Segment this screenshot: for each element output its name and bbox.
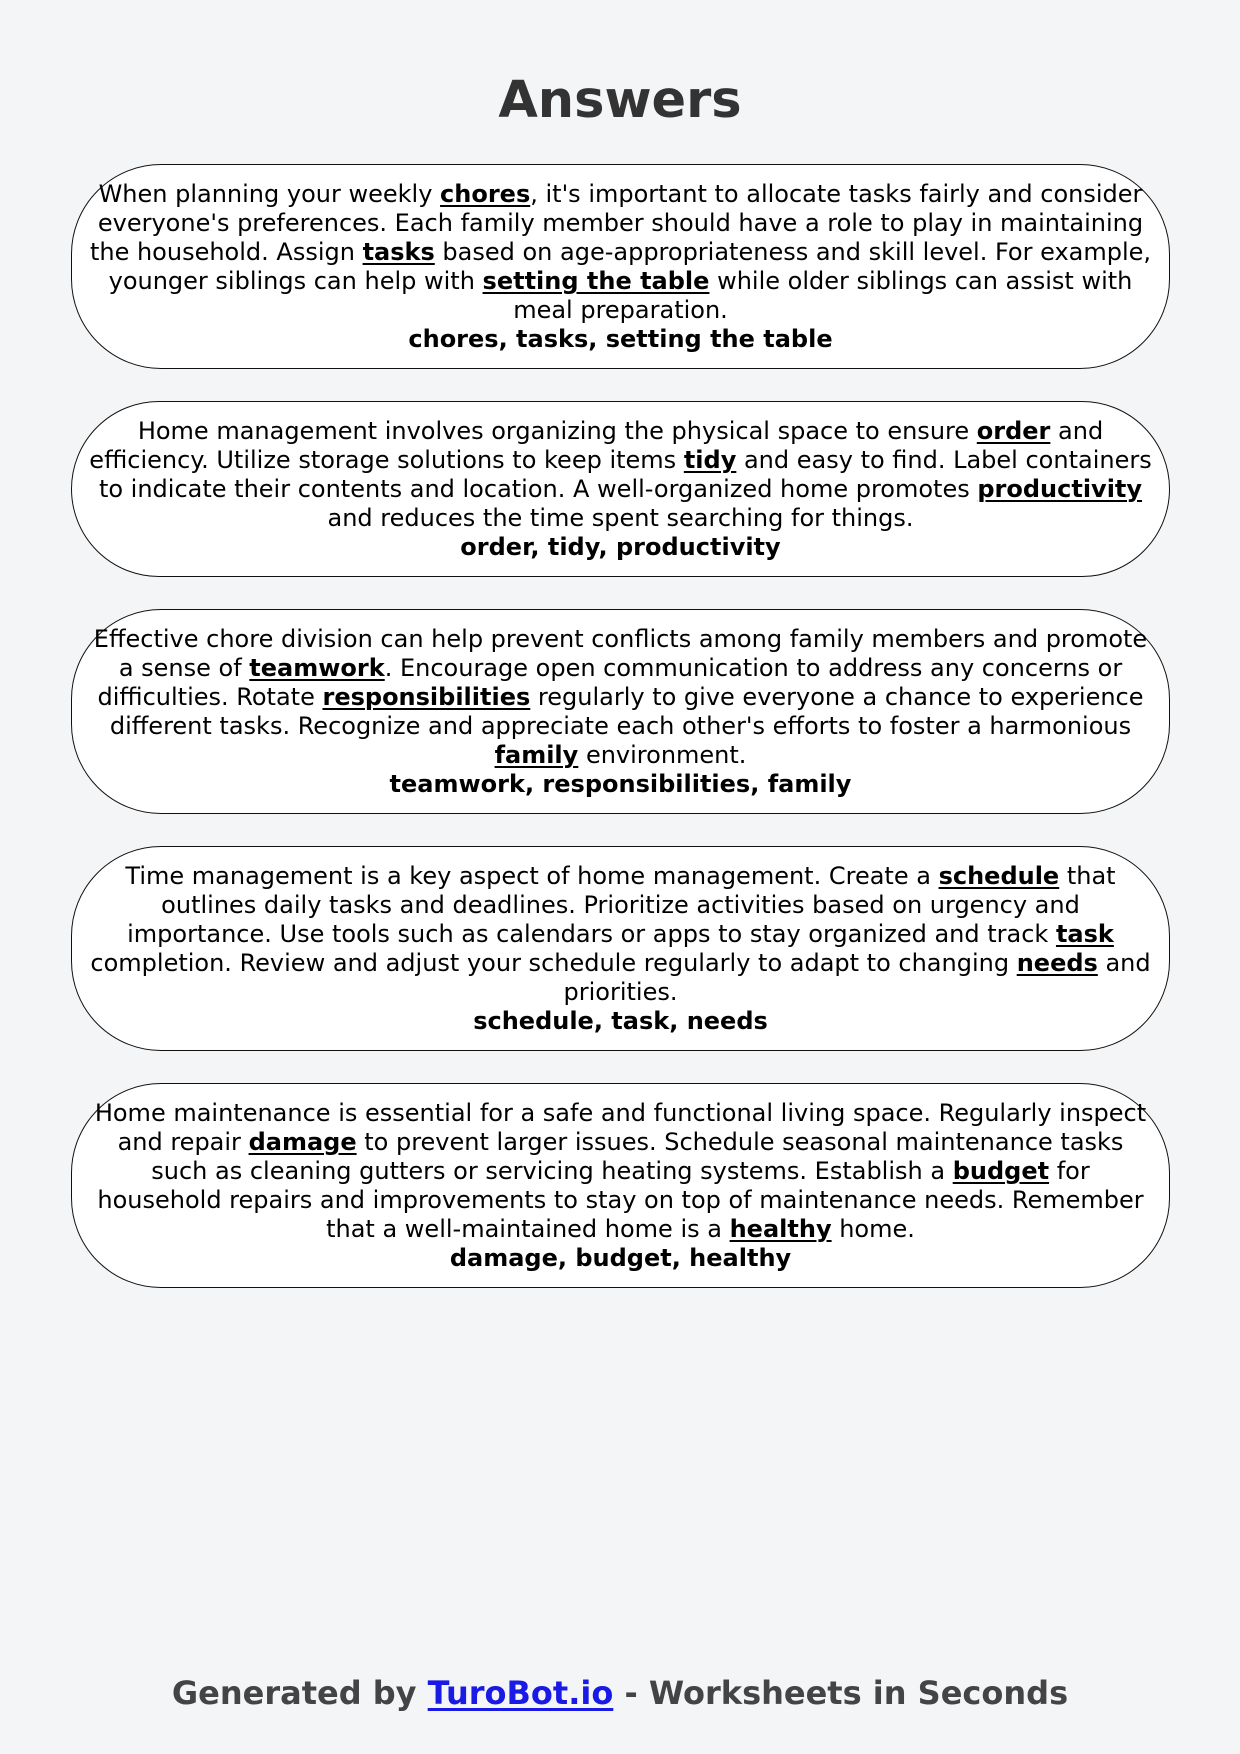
answer-card [71, 846, 1170, 1051]
answer-card [71, 164, 1170, 369]
passage-fragment: and easy to find. Label containers to indicate their contents and location. A well-organized home promotes [98, 446, 1152, 503]
footer-prefix: Generated by [171, 1674, 428, 1712]
passage-fragment: for household repairs and improvements to stay on top of maintenance needs. Remember that a well-maintained home is a [97, 1157, 1144, 1243]
passage-fragment: that outlines daily tasks and deadlines. Prioritize activities based on urgency and importance. Use tools such as calendars or apps to stay organized and track [127, 862, 1116, 948]
passage-fragment: to prevent larger issues. Schedule seasonal maintenance tasks such as cleaning gutters or servicing heating systems. Establish a [151, 1128, 1124, 1185]
answer-word: healthy [729, 1215, 832, 1243]
turobot-link[interactable]: TuroBot.io [427, 1674, 614, 1712]
answer-key: schedule, task, needs [473, 1007, 768, 1035]
answer-word: budget [952, 1157, 1050, 1185]
answer-word: family [494, 741, 579, 769]
passage-fragment: environment. [578, 741, 747, 769]
answer-word: responsibilities [322, 683, 531, 711]
passage-fragment: while older siblings can assist with meal preparation. [513, 267, 1133, 324]
passage-fragment: Effective chore division can help prevent conflicts among family members and promote a sense of [93, 625, 1148, 682]
passage-fragment: . Encourage open communication to address any concerns or difficulties. Rotate [97, 654, 1123, 711]
answer-word: needs [1016, 949, 1098, 977]
answer-word: teamwork [249, 654, 385, 682]
footer [0, 1668, 1240, 1718]
answer-word: order [976, 417, 1051, 445]
answer-word: schedule [938, 862, 1060, 890]
answer-card [71, 401, 1170, 577]
passage-text [88, 625, 1153, 770]
answer-word: chores [440, 180, 531, 208]
answer-word: setting the table [482, 267, 710, 295]
answer-card [71, 609, 1170, 814]
answer-word: task [1055, 920, 1114, 948]
answer-key: damage, budget, healthy [449, 1244, 792, 1272]
passage-text [88, 180, 1153, 325]
footer-suffix: - Worksheets in Seconds [613, 1674, 1069, 1712]
answer-word: damage [248, 1128, 357, 1156]
answer-word: tidy [683, 446, 737, 474]
passage-fragment: and efficiency. Utilize storage solutions to keep items [89, 417, 1104, 474]
answer-word: tasks [362, 238, 435, 266]
passage-fragment: Home management involves organizing the physical space to ensure [137, 417, 977, 445]
passage-fragment: home. [831, 1215, 915, 1243]
passage-text [88, 862, 1153, 1007]
answer-key: teamwork, responsibilities, family [389, 770, 852, 798]
passage-fragment: and priorities. [563, 949, 1151, 1006]
answer-key: chores, tasks, setting the table [408, 325, 833, 353]
answer-cards [71, 164, 1170, 1320]
passage-fragment: regularly to give everyone a chance to experience different tasks. Recognize and appreciate each other's efforts to foster a harmonious [109, 683, 1144, 740]
page-title: Answers [498, 71, 742, 130]
passage-fragment: , it's important to allocate tasks fairly and consider everyone's preferences. Each family member should have a role to play in maintaining the household. Assign [89, 180, 1144, 266]
passage-fragment: based on age-appropriateness and skill level. For example, younger siblings can help with [108, 238, 1152, 295]
passage-fragment: completion. Review and adjust your schedule regularly to adapt to changing [90, 949, 1017, 977]
passage-fragment: When planning your weekly [98, 180, 441, 208]
passage-text [88, 1099, 1153, 1244]
passage-fragment: and reduces the time spent searching for things. [327, 504, 914, 532]
passage-fragment: Time management is a key aspect of home management. Create a [125, 862, 939, 890]
passage-text [88, 417, 1153, 533]
answer-card [71, 1083, 1170, 1288]
answer-key: order, tidy, productivity [460, 533, 781, 561]
passage-fragment: Home maintenance is essential for a safe and functional living space. Regularly inspect and repair [94, 1099, 1147, 1156]
answer-word: productivity [977, 475, 1143, 503]
